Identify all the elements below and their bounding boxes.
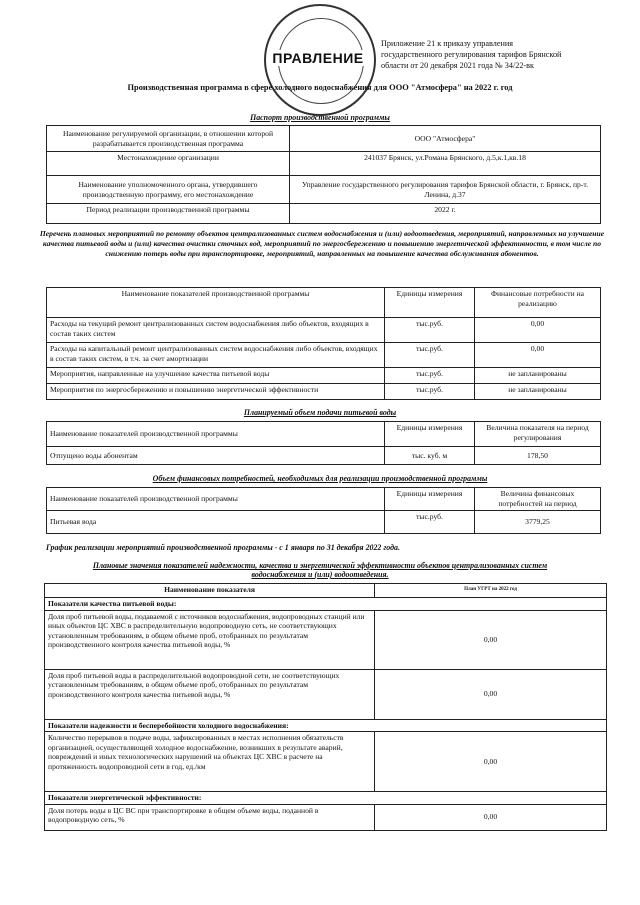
passport-label: Период реализации производственной программы (47, 204, 290, 224)
reliability-row (45, 669, 607, 719)
passport-row (47, 126, 601, 152)
volume-heading: Планируемый объем подачи питьевой воды (243, 408, 397, 417)
reliability-name: Количество перерывов в подаче воды, зафиксированных в местах исполнения обязательств организацией, осуществляющей холодное водоснабжение, возникших в результате аварий, повреждений и иных технологических нарушений на объектах ЦС ХВС в расчете на протяженность водопроводной сети в год, ед./км (45, 732, 375, 792)
reliability-heading-line-1: Плановые значения показателей надежности, качества и энергетической эффективности объектов централизованных систем (92, 561, 548, 570)
reliability-row (45, 804, 607, 830)
finance-unit: тыс.руб. (385, 511, 475, 534)
reliability-value: 0,00 (375, 669, 607, 719)
reliability-heading-line-2: водоснабжения и (или) водоотведения. (251, 570, 389, 579)
schedule-text: График реализации мероприятий производственной программы - с 1 января по 31 декабря 2022 года. (46, 543, 400, 552)
reliability-section-title: Показатели надежности и бесперебойности холодного водоснабжения: (45, 719, 607, 732)
finance-header-row (47, 488, 601, 511)
finance-value: 3779,25 (475, 511, 601, 534)
measures-paragraph: Перечень плановых мероприятий по ремонту объектов централизованных систем водоснабжения и (или) водоотведения, мероприятий, направленных на улучшение качества питьевой воды и (или) качества очистки сточных вод, мероприятий по энергосбережению и повышению энергетической эффективности, в том числе по снижению потерь воды при транспортировке, мероприятий, направленных на повышение качества обслуживания абонентов. (39, 229, 605, 258)
measures-value: 0,00 (475, 318, 601, 343)
measures-name: Мероприятия по энергосбережению и повышению энергетической эффективности (47, 384, 385, 400)
measures-value: 0,00 (475, 343, 601, 368)
finance-row (47, 511, 601, 534)
reliability-section-row (45, 792, 607, 805)
measures-header-row (47, 288, 601, 318)
passport-label: Наименование регулируемой организации, в отношении которой разрабатывается производственная программа (47, 126, 290, 152)
reliability-row (45, 732, 607, 792)
volume-table (46, 421, 601, 465)
reliability-section-title: Показатели качества питьевой воды: (45, 598, 607, 611)
measures-name: Расходы на текущий ремонт централизованных систем водоснабжения либо объектов, входящих в состав таких систем (47, 318, 385, 343)
reliability-row (45, 610, 607, 669)
reliability-section-row (45, 598, 607, 611)
volume-header-row (47, 422, 601, 447)
reliability-name: Доля потерь воды в ЦС ВС при транспортировке в общем объеме воды, поданной в водопроводную сеть, % (45, 804, 375, 830)
finance-name: Питьевая вода (47, 511, 385, 534)
measures-row (47, 343, 601, 368)
finance-header-name: Наименование показателей производственной программы (47, 488, 385, 511)
reliability-section-title: Показатели энергетической эффективности: (45, 792, 607, 805)
reliability-section-row (45, 719, 607, 732)
measures-row (47, 384, 601, 400)
measures-row (47, 318, 601, 343)
measures-header-unit: Единицы измерения (385, 288, 475, 318)
measures-table (46, 287, 601, 400)
measures-row (47, 368, 601, 384)
passport-value: 241037 Брянск, ул.Романа Брянского, д.5,к.1,кв.18 (290, 152, 601, 176)
passport-value: 2022 г. (290, 204, 601, 224)
passport-label: Наименование уполномоченного органа, утвердившего производственную программу, его местонахождение (47, 176, 290, 204)
volume-header-value: Величина показателя на период регулирования (475, 422, 601, 447)
finance-heading: Объем финансовых потребностей, необходимых для реализации производственной программы (152, 474, 488, 483)
volume-name: Отпущено воды абонентам (47, 447, 385, 465)
reliability-value: 0,00 (375, 804, 607, 830)
reliability-header-row (45, 584, 607, 598)
reliability-header-plan: План УГРТ на 2022 год (375, 584, 607, 598)
volume-value: 178,50 (475, 447, 601, 465)
finance-header-value: Величина финансовых потребностей на период (475, 488, 601, 511)
volume-header-unit: Единицы измерения (385, 422, 475, 447)
measures-unit: тыс.руб. (385, 384, 475, 400)
measures-value: не запланированы (475, 368, 601, 384)
measures-header-value: Финансовые потребности на реализацию (475, 288, 601, 318)
passport-row (47, 152, 601, 176)
reliability-name: Доля проб питьевой воды, подаваемой с источников водоснабжения, водопроводных станций или иных объектов ЦС ХВС в распределительную водопроводную сеть, не соответствующих установленным требованиям, в общем объеме проб, отобранных по результатам производственного контроля качества питьевой воды, % (45, 610, 375, 669)
passport-row (47, 204, 601, 224)
volume-row (47, 447, 601, 465)
finance-table (46, 487, 601, 534)
passport-label: Местонахождение организации (47, 152, 290, 176)
measures-header-name: Наименование показателей производственной программы (47, 288, 385, 318)
stamp-seal (264, 4, 376, 116)
passport-value: Управление государственного регулирования тарифов Брянской области, г. Брянск, пр-т. Ленина, д.37 (290, 176, 601, 204)
approval-line-3: области от 20 декабря 2021 года № 34/22-вк (381, 61, 534, 70)
passport-row (47, 176, 601, 204)
approval-line-2: государственного регулирования тарифов Брянской (381, 50, 562, 59)
measures-name: Мероприятия, направленные на улучшение качества питьевой воды (47, 368, 385, 384)
finance-header-unit: Единицы измерения (385, 488, 475, 511)
reliability-heading (40, 561, 600, 579)
reliability-value: 0,00 (375, 732, 607, 792)
document-title: Производственная программа в сфере холодного водоснабжения для ООО "Атмосфера" на 2022 г. год (127, 83, 513, 92)
reliability-table (44, 583, 607, 831)
reliability-name: Доля проб питьевой воды в распределительной водопроводной сети, не соответствующих установленным требованиям, в общем объеме проб, отобранных по результатам производственного контроля качества питьевой воды, % (45, 669, 375, 719)
measures-unit: тыс.руб. (385, 318, 475, 343)
reliability-header-name: Наименование показателя (45, 584, 375, 598)
measures-value: не запланированы (475, 384, 601, 400)
measures-unit: тыс.руб. (385, 368, 475, 384)
passport-table (46, 125, 601, 224)
approval-note (381, 38, 631, 71)
measures-unit: тыс.руб. (385, 343, 475, 368)
passport-value: ООО "Атмосфера" (290, 126, 601, 152)
stamp-text: ПРАВЛЕНИЕ (268, 50, 368, 66)
reliability-value: 0,00 (375, 610, 607, 669)
measures-name: Расходы на капитальный ремонт централизованных систем водоснабжения либо объектов, входящих в состав таких систем, в т.ч. за счет амортизации (47, 343, 385, 368)
volume-header-name: Наименование показателей производственной программы (47, 422, 385, 447)
volume-unit: тыс. куб. м (385, 447, 475, 465)
passport-heading: Паспорт производственной программы (250, 113, 390, 122)
approval-line-1: Приложение 21 к приказу управления (381, 39, 514, 48)
